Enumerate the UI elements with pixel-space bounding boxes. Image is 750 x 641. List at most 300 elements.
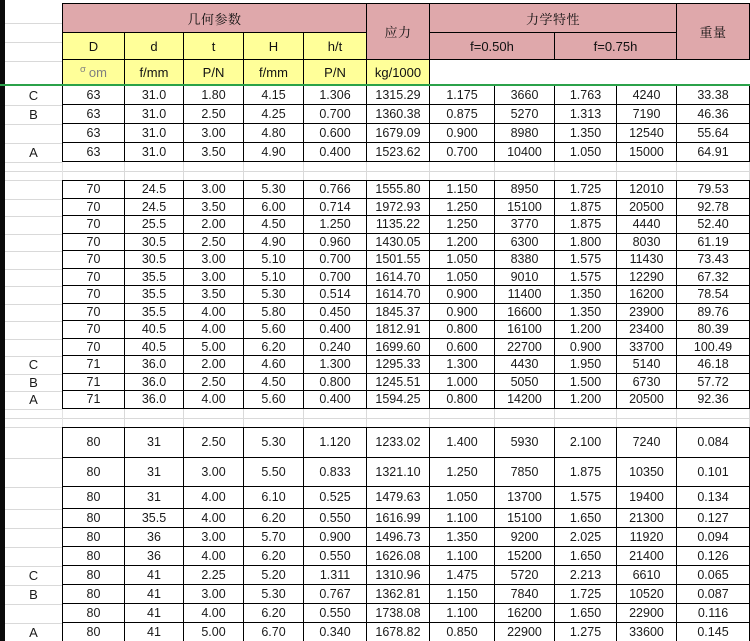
cell[interactable]: 1594.25 xyxy=(367,391,430,409)
cell[interactable]: 23400 xyxy=(617,321,677,339)
cell[interactable]: 1.875 xyxy=(555,199,617,217)
cell[interactable]: 1.050 xyxy=(555,143,617,162)
cell[interactable]: 1.575 xyxy=(555,487,617,509)
cell[interactable]: 1.725 xyxy=(555,585,617,604)
cell[interactable]: 6.20 xyxy=(244,547,304,566)
cell[interactable]: 4.90 xyxy=(244,234,304,252)
cell[interactable]: 15200 xyxy=(495,547,555,566)
cell[interactable]: 40.5 xyxy=(125,321,184,339)
cell[interactable]: 1.300 xyxy=(304,356,367,374)
cell[interactable]: 20500 xyxy=(617,391,677,409)
cell[interactable]: 0.127 xyxy=(677,509,750,528)
cell[interactable]: 0.094 xyxy=(677,528,750,547)
cell[interactable]: 0.084 xyxy=(677,428,750,458)
col-header-D[interactable]: D xyxy=(63,33,125,60)
cell[interactable]: 1523.62 xyxy=(367,143,430,162)
cell[interactable]: 41 xyxy=(125,585,184,604)
cell[interactable]: 3.00 xyxy=(184,251,244,269)
cell[interactable]: 36 xyxy=(125,528,184,547)
cell[interactable]: 7240 xyxy=(617,428,677,458)
cell[interactable]: 1.875 xyxy=(555,216,617,234)
header-geometry-params[interactable]: 几何参数 xyxy=(63,4,367,33)
cell[interactable]: 64.91 xyxy=(677,143,750,162)
cell[interactable]: 33.38 xyxy=(677,86,750,105)
cell[interactable]: 41 xyxy=(125,566,184,585)
cell[interactable]: 41 xyxy=(125,623,184,641)
cell[interactable]: 4.00 xyxy=(184,321,244,339)
cell[interactable]: 1.500 xyxy=(555,374,617,392)
cell[interactable]: 61.19 xyxy=(677,234,750,252)
cell[interactable]: 1555.80 xyxy=(367,181,430,199)
cell[interactable]: 0.767 xyxy=(304,585,367,604)
cell[interactable]: 0.900 xyxy=(304,528,367,547)
header-mechanical[interactable]: 力学特性 xyxy=(430,4,677,33)
row-group-label[interactable]: C xyxy=(28,88,39,103)
cell[interactable]: 5.50 xyxy=(244,458,304,487)
cell[interactable]: 1738.08 xyxy=(367,604,430,623)
cell[interactable]: 7840 xyxy=(495,585,555,604)
cell[interactable]: 22900 xyxy=(617,604,677,623)
col-header-d[interactable]: d xyxy=(125,33,184,60)
cell[interactable]: 1614.70 xyxy=(367,269,430,287)
cell[interactable]: 30.5 xyxy=(125,234,184,252)
cell[interactable]: 22900 xyxy=(495,623,555,641)
cell[interactable]: 36.0 xyxy=(125,356,184,374)
header-weight[interactable]: 重量 xyxy=(677,4,750,60)
cell[interactable]: 80 xyxy=(63,585,125,604)
cell[interactable]: 1.250 xyxy=(430,216,495,234)
cell[interactable]: 70 xyxy=(63,199,125,217)
col-header-f-mm-050[interactable]: f/mm xyxy=(125,60,184,85)
cell[interactable]: 4.00 xyxy=(184,509,244,528)
row-group-label[interactable]: B xyxy=(29,107,38,122)
cell[interactable]: 1.000 xyxy=(430,374,495,392)
cell[interactable]: 2.025 xyxy=(555,528,617,547)
cell[interactable]: 4.60 xyxy=(244,356,304,374)
cell[interactable]: 8980 xyxy=(495,124,555,143)
cell[interactable]: 57.72 xyxy=(677,374,750,392)
cell[interactable]: 5.80 xyxy=(244,304,304,322)
cell[interactable]: 80 xyxy=(63,566,125,585)
cell[interactable]: 2.50 xyxy=(184,105,244,124)
cell[interactable]: 1.100 xyxy=(430,547,495,566)
cell[interactable]: 1.100 xyxy=(430,509,495,528)
cell[interactable]: 0.900 xyxy=(430,124,495,143)
cell[interactable]: 5.10 xyxy=(244,269,304,287)
cell[interactable]: 0.514 xyxy=(304,286,367,304)
cell[interactable]: 4.15 xyxy=(244,86,304,105)
cell[interactable]: 4430 xyxy=(495,356,555,374)
cell[interactable]: 13700 xyxy=(495,487,555,509)
cell[interactable]: 0.833 xyxy=(304,458,367,487)
cell[interactable]: 1.400 xyxy=(430,428,495,458)
cell[interactable]: 55.64 xyxy=(677,124,750,143)
cell[interactable]: 5.10 xyxy=(244,251,304,269)
cell[interactable]: 1496.73 xyxy=(367,528,430,547)
cell[interactable]: 35.5 xyxy=(125,286,184,304)
cell[interactable]: 0.800 xyxy=(430,321,495,339)
cell[interactable]: 1616.99 xyxy=(367,509,430,528)
cell[interactable]: 0.525 xyxy=(304,487,367,509)
cell[interactable]: 35.5 xyxy=(125,269,184,287)
cell[interactable]: 1.250 xyxy=(430,199,495,217)
cell[interactable]: 1614.70 xyxy=(367,286,430,304)
col-header-t[interactable]: t xyxy=(184,33,244,60)
cell[interactable]: 36.0 xyxy=(125,391,184,409)
cell[interactable]: 1.575 xyxy=(555,251,617,269)
cell[interactable]: 1.100 xyxy=(430,604,495,623)
cell[interactable]: 1.306 xyxy=(304,86,367,105)
cell[interactable]: 0.800 xyxy=(430,391,495,409)
cell[interactable]: 3.00 xyxy=(184,269,244,287)
cell[interactable]: 5140 xyxy=(617,356,677,374)
cell[interactable]: 23900 xyxy=(617,304,677,322)
cell[interactable]: 31 xyxy=(125,458,184,487)
cell[interactable]: 0.550 xyxy=(304,509,367,528)
cell[interactable]: 71 xyxy=(63,374,125,392)
row-group-label[interactable]: B xyxy=(29,374,38,390)
cell[interactable]: 1626.08 xyxy=(367,547,430,566)
cell[interactable]: 70 xyxy=(63,339,125,357)
cell[interactable]: 1679.09 xyxy=(367,124,430,143)
cell[interactable]: 0.550 xyxy=(304,604,367,623)
cell[interactable]: 6300 xyxy=(495,234,555,252)
cell[interactable]: 31 xyxy=(125,428,184,458)
cell[interactable]: 1135.22 xyxy=(367,216,430,234)
cell[interactable]: 4.00 xyxy=(184,604,244,623)
cell[interactable]: 63 xyxy=(63,86,125,105)
cell[interactable]: 7190 xyxy=(617,105,677,124)
cell[interactable]: 40.5 xyxy=(125,339,184,357)
cell[interactable]: 1233.02 xyxy=(367,428,430,458)
cell[interactable]: 1.475 xyxy=(430,566,495,585)
cell[interactable]: 0.766 xyxy=(304,181,367,199)
cell[interactable]: 0.550 xyxy=(304,547,367,566)
cell[interactable]: 0.450 xyxy=(304,304,367,322)
cell[interactable]: 1.275 xyxy=(555,623,617,641)
cell[interactable]: 1.80 xyxy=(184,86,244,105)
cell[interactable]: 5.60 xyxy=(244,391,304,409)
cell[interactable]: 10400 xyxy=(495,143,555,162)
cell[interactable]: 0.400 xyxy=(304,391,367,409)
cell[interactable]: 80 xyxy=(63,458,125,487)
cell[interactable]: 80 xyxy=(63,509,125,528)
cell[interactable]: 1.650 xyxy=(555,604,617,623)
row-group-label[interactable]: B xyxy=(29,586,38,602)
cell[interactable]: 0.700 xyxy=(430,143,495,162)
cell[interactable]: 0.800 xyxy=(304,374,367,392)
header-f-050h[interactable]: f=0.50h xyxy=(430,33,555,60)
cell[interactable]: 1.175 xyxy=(430,86,495,105)
cell[interactable]: 70 xyxy=(63,251,125,269)
cell[interactable]: 0.700 xyxy=(304,269,367,287)
cell[interactable]: 1.350 xyxy=(555,286,617,304)
cell[interactable]: 3.00 xyxy=(184,585,244,604)
cell[interactable]: 6.10 xyxy=(244,487,304,509)
cell[interactable]: 2.50 xyxy=(184,374,244,392)
cell[interactable]: 8380 xyxy=(495,251,555,269)
cell[interactable]: 16200 xyxy=(617,286,677,304)
cell[interactable]: 0.116 xyxy=(677,604,750,623)
cell[interactable]: 1.725 xyxy=(555,181,617,199)
cell[interactable]: 25.5 xyxy=(125,216,184,234)
cell[interactable]: 1.311 xyxy=(304,566,367,585)
cell[interactable]: 0.240 xyxy=(304,339,367,357)
cell[interactable]: 1.250 xyxy=(430,458,495,487)
cell[interactable]: 1295.33 xyxy=(367,356,430,374)
cell[interactable]: 4.00 xyxy=(184,391,244,409)
cell[interactable]: 21400 xyxy=(617,547,677,566)
cell[interactable]: 12540 xyxy=(617,124,677,143)
cell[interactable]: 1360.38 xyxy=(367,105,430,124)
cell[interactable]: 0.900 xyxy=(430,286,495,304)
cell[interactable]: 4240 xyxy=(617,86,677,105)
cell[interactable]: 0.400 xyxy=(304,321,367,339)
cell[interactable]: 80.39 xyxy=(677,321,750,339)
cell[interactable]: 71 xyxy=(63,356,125,374)
cell[interactable]: 33700 xyxy=(617,339,677,357)
cell[interactable]: 1.200 xyxy=(430,234,495,252)
col-header-kg-1000[interactable]: kg/1000 xyxy=(367,60,430,85)
cell[interactable]: 0.600 xyxy=(304,124,367,143)
cell[interactable]: 1.300 xyxy=(430,356,495,374)
cell[interactable]: 0.400 xyxy=(304,143,367,162)
cell[interactable]: 1.350 xyxy=(555,124,617,143)
cell[interactable]: 35.5 xyxy=(125,304,184,322)
cell[interactable]: 70 xyxy=(63,321,125,339)
cell[interactable]: 0.700 xyxy=(304,105,367,124)
cell[interactable]: 31 xyxy=(125,487,184,509)
cell[interactable]: 2.00 xyxy=(184,216,244,234)
cell[interactable]: 80 xyxy=(63,547,125,566)
cell[interactable]: 1.313 xyxy=(555,105,617,124)
cell[interactable]: 35.5 xyxy=(125,509,184,528)
cell[interactable]: 1972.93 xyxy=(367,199,430,217)
cell[interactable]: 0.101 xyxy=(677,458,750,487)
cell[interactable]: 2.100 xyxy=(555,428,617,458)
cell[interactable]: 1.800 xyxy=(555,234,617,252)
cell[interactable]: 63 xyxy=(63,143,125,162)
cell[interactable]: 70 xyxy=(63,269,125,287)
cell[interactable]: 11430 xyxy=(617,251,677,269)
cell[interactable]: 31.0 xyxy=(125,105,184,124)
row-group-label[interactable]: A xyxy=(29,624,38,640)
cell[interactable]: 6610 xyxy=(617,566,677,585)
cell[interactable]: 7850 xyxy=(495,458,555,487)
row-group-label[interactable]: C xyxy=(28,567,39,583)
cell[interactable]: 0.875 xyxy=(430,105,495,124)
cell[interactable]: 41 xyxy=(125,604,184,623)
cell[interactable]: 1315.29 xyxy=(367,86,430,105)
cell[interactable]: 12010 xyxy=(617,181,677,199)
cell[interactable]: 6.70 xyxy=(244,623,304,641)
cell[interactable]: 0.126 xyxy=(677,547,750,566)
col-header-h-t[interactable]: h/t xyxy=(304,33,367,60)
cell[interactable]: 4.50 xyxy=(244,374,304,392)
cell[interactable]: 1245.51 xyxy=(367,374,430,392)
cell[interactable]: 5.30 xyxy=(244,585,304,604)
cell[interactable]: 5.30 xyxy=(244,428,304,458)
cell[interactable]: 9200 xyxy=(495,528,555,547)
cell[interactable]: 19400 xyxy=(617,487,677,509)
cell[interactable]: 9010 xyxy=(495,269,555,287)
cell[interactable]: 1501.55 xyxy=(367,251,430,269)
cell[interactable]: 89.76 xyxy=(677,304,750,322)
cell[interactable]: 79.53 xyxy=(677,181,750,199)
cell[interactable]: 0.065 xyxy=(677,566,750,585)
cell[interactable]: 0.900 xyxy=(430,304,495,322)
cell[interactable]: 80 xyxy=(63,623,125,641)
cell[interactable]: 21300 xyxy=(617,509,677,528)
cell[interactable]: 15100 xyxy=(495,199,555,217)
cell[interactable]: 16600 xyxy=(495,304,555,322)
cell[interactable]: 16200 xyxy=(495,604,555,623)
cell[interactable]: 1.150 xyxy=(430,181,495,199)
cell[interactable]: 67.32 xyxy=(677,269,750,287)
cell[interactable]: 70 xyxy=(63,286,125,304)
col-header-sigma-om[interactable] xyxy=(63,60,125,85)
cell[interactable]: 20500 xyxy=(617,199,677,217)
cell[interactable]: 5930 xyxy=(495,428,555,458)
header-f-075h[interactable]: f=0.75h xyxy=(555,33,677,60)
cell[interactable]: 1.875 xyxy=(555,458,617,487)
cell[interactable]: 0.714 xyxy=(304,199,367,217)
cell[interactable]: 4.25 xyxy=(244,105,304,124)
cell[interactable]: 5270 xyxy=(495,105,555,124)
cell[interactable]: 0.340 xyxy=(304,623,367,641)
row-group-label[interactable]: A xyxy=(29,145,38,160)
cell[interactable]: 8030 xyxy=(617,234,677,252)
cell[interactable]: 4.00 xyxy=(184,547,244,566)
cell[interactable]: 3.50 xyxy=(184,199,244,217)
cell[interactable]: 3.50 xyxy=(184,143,244,162)
cell[interactable]: 1321.10 xyxy=(367,458,430,487)
cell[interactable]: 80 xyxy=(63,528,125,547)
cell[interactable]: 1479.63 xyxy=(367,487,430,509)
cell[interactable]: 71 xyxy=(63,391,125,409)
cell[interactable]: 80 xyxy=(63,428,125,458)
cell[interactable]: 33600 xyxy=(617,623,677,641)
cell[interactable]: 15100 xyxy=(495,509,555,528)
cell[interactable]: 0.134 xyxy=(677,487,750,509)
cell[interactable]: 10350 xyxy=(617,458,677,487)
cell[interactable]: 5.30 xyxy=(244,286,304,304)
cell[interactable]: 10520 xyxy=(617,585,677,604)
cell[interactable]: 46.18 xyxy=(677,356,750,374)
cell[interactable]: 3.00 xyxy=(184,458,244,487)
cell[interactable]: 0.850 xyxy=(430,623,495,641)
cell[interactable]: 1.150 xyxy=(430,585,495,604)
cell[interactable]: 0.600 xyxy=(430,339,495,357)
cell[interactable]: 2.00 xyxy=(184,356,244,374)
cell[interactable]: 70 xyxy=(63,234,125,252)
cell[interactable]: 1.763 xyxy=(555,86,617,105)
cell[interactable]: 6730 xyxy=(617,374,677,392)
cell[interactable]: 92.36 xyxy=(677,391,750,409)
cell[interactable]: 1.350 xyxy=(430,528,495,547)
cell[interactable]: 1.200 xyxy=(555,391,617,409)
cell[interactable]: 4.50 xyxy=(244,216,304,234)
cell[interactable]: 6.20 xyxy=(244,339,304,357)
cell[interactable]: 5720 xyxy=(495,566,555,585)
cell[interactable]: 63 xyxy=(63,124,125,143)
cell[interactable]: 80 xyxy=(63,487,125,509)
cell[interactable]: 30.5 xyxy=(125,251,184,269)
cell[interactable]: 46.36 xyxy=(677,105,750,124)
cell[interactable]: 2.25 xyxy=(184,566,244,585)
cell[interactable]: 6.20 xyxy=(244,604,304,623)
cell[interactable]: 1.120 xyxy=(304,428,367,458)
cell[interactable]: 22700 xyxy=(495,339,555,357)
cell[interactable]: 73.43 xyxy=(677,251,750,269)
row-group-label[interactable]: A xyxy=(29,392,38,407)
cell[interactable]: 11400 xyxy=(495,286,555,304)
cell[interactable]: 8950 xyxy=(495,181,555,199)
cell[interactable]: 100.49 xyxy=(677,339,750,357)
cell[interactable]: 0.700 xyxy=(304,251,367,269)
cell[interactable]: 0.900 xyxy=(555,339,617,357)
cell[interactable]: 78.54 xyxy=(677,286,750,304)
cell[interactable]: 0.087 xyxy=(677,585,750,604)
cell[interactable]: 11920 xyxy=(617,528,677,547)
cell[interactable]: 31.0 xyxy=(125,124,184,143)
cell[interactable]: 1699.60 xyxy=(367,339,430,357)
cell[interactable]: 36.0 xyxy=(125,374,184,392)
cell[interactable]: 4440 xyxy=(617,216,677,234)
cell[interactable]: 24.5 xyxy=(125,199,184,217)
cell[interactable]: 1678.82 xyxy=(367,623,430,641)
cell[interactable]: 5.30 xyxy=(244,181,304,199)
cell[interactable]: 3770 xyxy=(495,216,555,234)
cell[interactable]: 3660 xyxy=(495,86,555,105)
cell[interactable]: 1845.37 xyxy=(367,304,430,322)
cell[interactable]: 2.213 xyxy=(555,566,617,585)
cell[interactable]: 1.650 xyxy=(555,547,617,566)
cell[interactable]: 1.050 xyxy=(430,269,495,287)
cell[interactable]: 31.0 xyxy=(125,143,184,162)
cell[interactable]: 1.575 xyxy=(555,269,617,287)
cell[interactable]: 1.050 xyxy=(430,487,495,509)
cell[interactable]: 5.60 xyxy=(244,321,304,339)
cell[interactable]: 3.00 xyxy=(184,124,244,143)
cell[interactable]: 3.00 xyxy=(184,528,244,547)
header-stress[interactable]: 应力 xyxy=(367,4,430,60)
cell[interactable]: 24.5 xyxy=(125,181,184,199)
cell[interactable]: 1812.91 xyxy=(367,321,430,339)
cell[interactable]: 5.20 xyxy=(244,566,304,585)
cell[interactable]: 2.50 xyxy=(184,428,244,458)
cell[interactable]: 1.950 xyxy=(555,356,617,374)
cell[interactable]: 2.50 xyxy=(184,234,244,252)
cell[interactable]: 6.20 xyxy=(244,509,304,528)
cell[interactable]: 1430.05 xyxy=(367,234,430,252)
cell[interactable]: 16100 xyxy=(495,321,555,339)
col-header-H[interactable]: H xyxy=(244,33,304,60)
cell[interactable]: 5.00 xyxy=(184,339,244,357)
cell[interactable]: 6.00 xyxy=(244,199,304,217)
cell[interactable]: 36 xyxy=(125,547,184,566)
cell[interactable]: 12290 xyxy=(617,269,677,287)
row-group-label[interactable]: C xyxy=(28,357,39,372)
cell[interactable]: 5.70 xyxy=(244,528,304,547)
col-header-p-n-075[interactable]: P/N xyxy=(304,60,367,85)
cell[interactable]: 52.40 xyxy=(677,216,750,234)
cell[interactable]: 3.50 xyxy=(184,286,244,304)
cell[interactable]: 14200 xyxy=(495,391,555,409)
cell[interactable]: 1.050 xyxy=(430,251,495,269)
cell[interactable]: 4.90 xyxy=(244,143,304,162)
cell[interactable]: 3.00 xyxy=(184,181,244,199)
